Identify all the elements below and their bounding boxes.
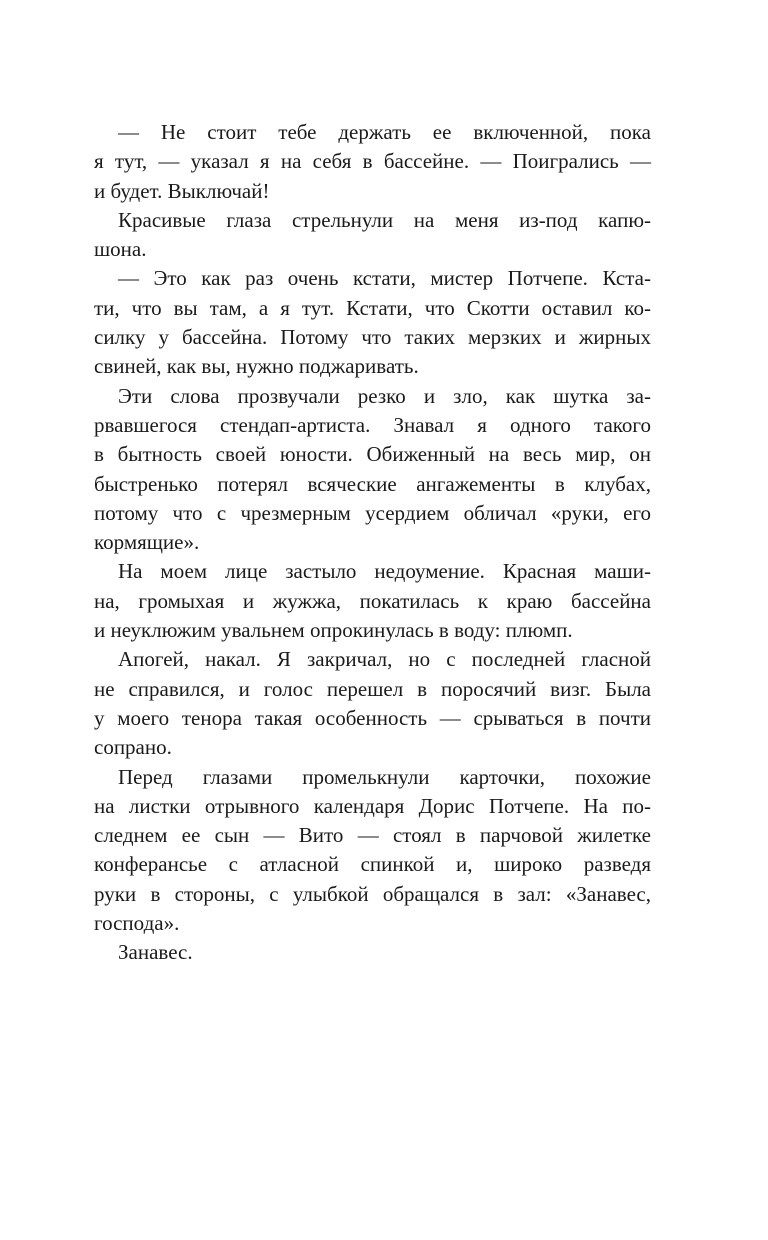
text-line: силку у бассейна. Потому что таких мерзких и жирных xyxy=(94,325,651,350)
text-line: рвавшегося стендап-артиста. Знавал я одного такого xyxy=(94,412,651,437)
text-line: Перед глазами промелькнули карточки, похожие xyxy=(118,764,651,789)
text-line: быстренько потерял всяческие ангажементы в клубах, xyxy=(94,471,651,496)
text-line: — Не стоит тебе держать ее включенной, пока xyxy=(118,120,651,144)
text-line: и неуклюжим увальнем опрокинулась в воду: плюмп. xyxy=(94,618,573,643)
text-line: не справился, и голос перешел в поросячий визг. Была xyxy=(94,676,651,701)
text-line: Эти слова прозвучали резко и зло, как шутка за- xyxy=(118,383,651,408)
paragraph xyxy=(94,118,651,206)
text-line: Красивые глаза стрельнули на меня из-под капю- xyxy=(118,207,651,232)
paragraph xyxy=(94,264,651,381)
text-line: и будет. Выключай! xyxy=(94,178,270,203)
text-line: ти, что вы там, а я тут. Кстати, что Скотти оставил ко- xyxy=(94,295,651,320)
text-line: в бытность своей юности. Обиженный на весь мир, он xyxy=(94,442,651,467)
paragraph xyxy=(94,763,651,939)
text-line: конферансье с атласной спинкой и, широко разведя xyxy=(94,852,651,877)
paragraph xyxy=(94,382,651,558)
paragraph xyxy=(94,645,651,762)
paragraph xyxy=(118,938,651,967)
text-line: свиней, как вы, нужно поджаривать. xyxy=(94,354,419,379)
text-line: шона. xyxy=(94,237,147,262)
text-block xyxy=(94,118,651,968)
text-line: на, громыхая и жужжа, покатилась к краю бассейна xyxy=(94,588,651,613)
text-line: господа». xyxy=(94,911,180,936)
paragraph xyxy=(94,557,651,645)
text-line: потому что с чрезмерным усердием обличал «руки, его xyxy=(94,500,651,525)
text-line: Апогей, накал. Я закричал, но с последней гласной xyxy=(118,647,651,672)
text-line: на листки отрывного календаря Дорис Потчепе. На по- xyxy=(94,793,651,818)
text-line: Занавес. xyxy=(118,940,193,965)
text-line: — Это как раз очень кстати, мистер Потчепе. Кста- xyxy=(118,266,651,291)
text-line: у моего тенора такая особенность — срываться в почти xyxy=(94,705,651,730)
text-line: следнем ее сын — Вито — стоял в парчовой жилетке xyxy=(94,823,651,848)
text-line: я тут, — указал я на себя в бассейне. — Поигрались — xyxy=(94,149,651,174)
text-line: руки в стороны, с улыбкой обращался в зал: «Занавес, xyxy=(94,881,651,906)
text-line: сопрано. xyxy=(94,735,172,760)
text-line: кормящие». xyxy=(94,530,200,555)
text-line: На моем лице застыло недоумение. Красная маши- xyxy=(118,559,651,584)
paragraph xyxy=(94,206,651,265)
